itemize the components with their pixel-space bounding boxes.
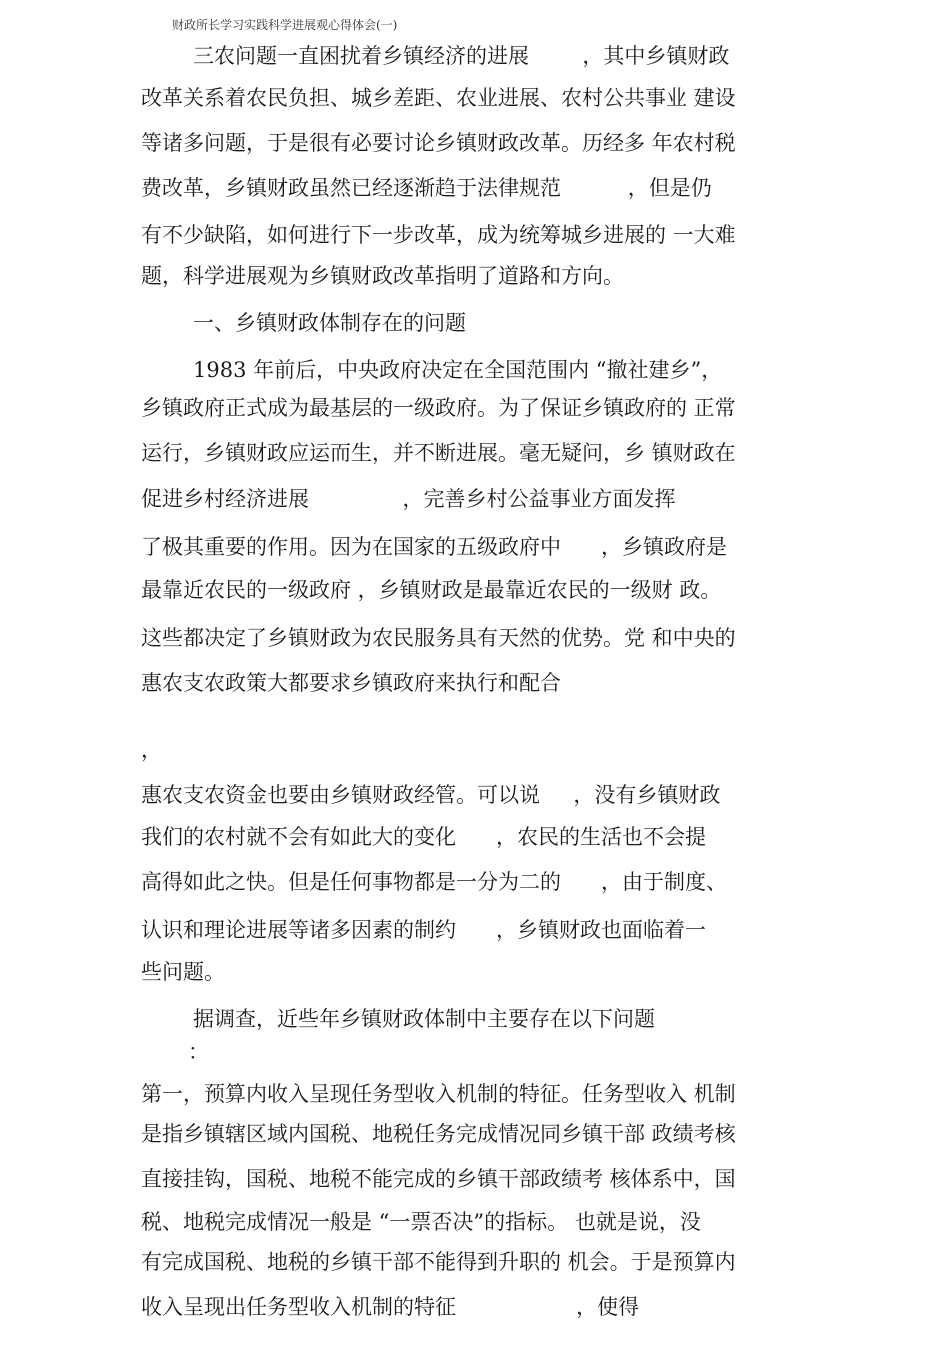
text-line: 最靠近农民的一级政府 ，乡镇财政是最靠近农民的一级财 政。 <box>141 578 722 602</box>
text-line: 三农问题一直困扰着乡镇经济的进展 ，其中乡镇财政 <box>193 44 730 68</box>
text-line: 有不少缺陷，如何进行下一步改革，成为统筹城乡进展的 一大难 <box>141 223 736 247</box>
text-line: 运行，乡镇财政应运而生，并不断进展。毫无疑问，乡 镇财政在 <box>141 441 736 465</box>
text-line: 1983 年前后，中央政府决定在全国范围内 “撤社建乡”， <box>193 358 723 382</box>
text-line: 我们的农村就不会有如此大的变化 ，农民的生活也不会提 <box>141 825 707 849</box>
text-line: 高得如此之快。但是任何事物都是一分为二的 ，由于制度、 <box>141 870 728 894</box>
text-line: 是指乡镇辖区域内国税、地税任务完成情况同乡镇干部 政绩考核 <box>141 1122 736 1146</box>
text-line: 改革关系着农民负担、城乡差距、农业进展、农村公共事业 建设 <box>141 86 736 110</box>
text-line: 等诸多问题，于是很有必要讨论乡镇财政改革。历经多 年农村税 <box>141 131 736 155</box>
text-line: 惠农支农资金也要由乡镇财政经管。可以说 ，没有乡镇财政 <box>141 783 721 807</box>
text-line: 直接挂钩，国税、地税不能完成的乡镇干部政绩考 核体系中，国 <box>141 1167 736 1191</box>
text-line: 惠农支农政策大都要求乡镇政府来执行和配合 <box>141 671 561 695</box>
text-line: 这些都决定了乡镇财政为农民服务具有天然的优势。党 和中央的 <box>141 626 736 650</box>
text-line: 题，科学进展观为乡镇财政改革指明了道路和方向。 <box>141 264 624 288</box>
text-line: 费改革，乡镇财政虽然已经逐渐趋于法律规范 ，但是仍 <box>141 176 712 200</box>
text-line: 有完成国税、地税的乡镇干部不能得到升职的 机会。于是预算内 <box>141 1250 736 1274</box>
text-line: 了极其重要的作用。因为在国家的五级政府中 ，乡镇政府是 <box>141 535 728 559</box>
text-line: 收入呈现出任务型收入机制的特征 ，使得 <box>141 1295 640 1319</box>
text-line: 据调查，近些年乡镇财政体制中主要存在以下问题 <box>193 1007 655 1031</box>
text-line: ， <box>141 738 162 762</box>
text-line: 认识和理论进展等诸多因素的制约 ，乡镇财政也面临着一 <box>141 918 707 942</box>
text-line: 乡镇政府正式成为最基层的一级政府。为了保证乡镇政府的 正常 <box>141 396 736 420</box>
section-heading: 一、乡镇财政体制存在的问题 <box>193 311 466 335</box>
text-line: 促进乡村经济进展 ，完善乡村公益事业方面发挥 <box>141 487 676 511</box>
page-header: 财政所长学习实践科学进展观心得体会(一) <box>172 18 398 32</box>
text-line: 第一，预算内收入呈现任务型收入机制的特征。任务型收入 机制 <box>141 1082 736 1106</box>
text-line: 税、地税完成情况一般是 “一票否决”的指标。 也就是说，没 <box>141 1210 701 1234</box>
text-line: ： <box>188 1040 209 1064</box>
text-line: 些问题。 <box>141 960 225 984</box>
